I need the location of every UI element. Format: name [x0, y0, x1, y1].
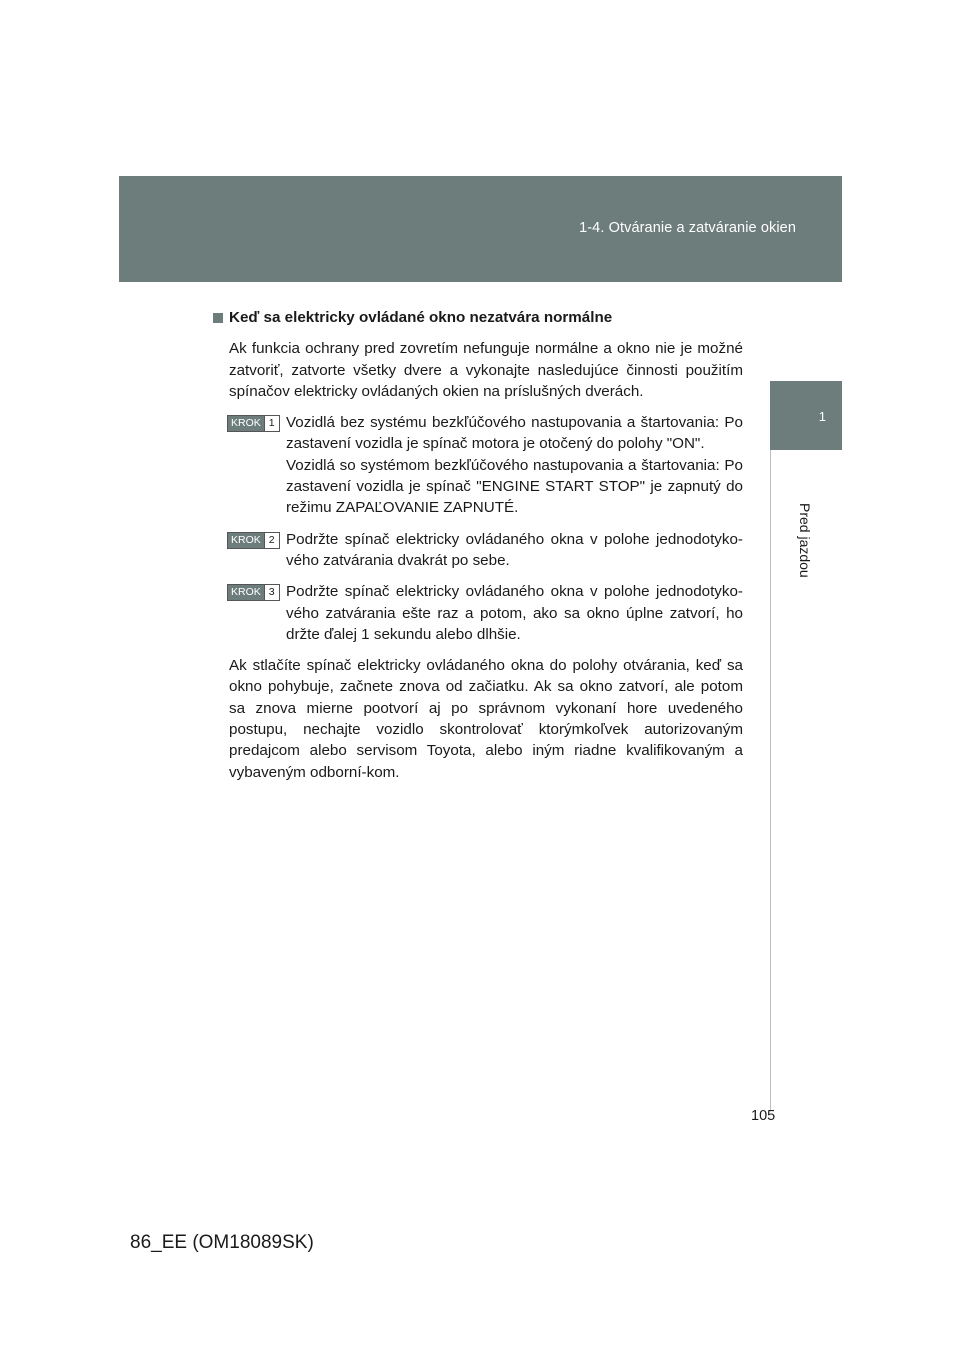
chapter-tab [770, 381, 842, 450]
step-keyword: KROK [228, 416, 264, 431]
header-band [119, 176, 842, 282]
step-number: 3 [264, 585, 279, 600]
closing-paragraph: Ak stlačíte spínač elektricky ovládaného okna do polohy otvárania, keď sa okno pohybuje, začnete znova od začiatku. Ak sa okno zatvorí, ale potom sa znova mierne pootvorí aj po správnom vykonaní hore uvedeného postupu, nechajte vozidlo skontrolovať ktorýmkoľvek autorizovaným predajcom alebo servisom Toyota, alebo iným riadne kvalifikovaným a vybaveným odborní-kom. [229, 657, 743, 781]
page-content [213, 307, 743, 793]
square-bullet-icon [213, 313, 223, 323]
step-badge [227, 584, 280, 601]
subheading [213, 307, 743, 328]
step-keyword: KROK [228, 585, 264, 600]
step-text: Podržte spínač elektricky ovládaného okna v polohe jednodotyko-vého zatvárania ešte raz a potom, ako sa okno úplne zatvorí, ho držte ďalej 1 sekundu alebo dlhšie. [286, 583, 743, 643]
page-number: 105 [751, 1108, 776, 1124]
chapter-label-wrap [795, 503, 815, 603]
chapter-label: Pred jazdou [797, 503, 813, 578]
section-title: 1-4. Otváranie a zatváranie okien [579, 220, 796, 236]
step-text: Vozidlá bez systému bezkľúčového nastupovania a štartovania: Po zastavení vozidla je spínač motora je otočený do polohy "ON". [286, 414, 743, 453]
footer-code: 86_EE (OM18089SK) [130, 1232, 314, 1253]
step-1 [231, 412, 743, 518]
step-3 [231, 581, 743, 645]
step-text: Podržte spínač elektricky ovládaného okna v polohe jednodotyko-vého zatvárania dvakrát po sebe. [286, 530, 743, 569]
chapter-number: 1 [818, 409, 826, 424]
step-2 [231, 529, 743, 572]
side-divider [770, 450, 771, 1110]
step-number: 1 [264, 416, 279, 431]
step-number: 2 [264, 533, 279, 548]
subheading-text: Keď sa elektricky ovládané okno nezatvára normálne [229, 309, 613, 326]
step-keyword: KROK [228, 533, 264, 548]
step-badge [227, 532, 280, 549]
intro-paragraph: Ak funkcia ochrany pred zovretím nefunguje normálne a okno nie je možné zatvoriť, zatvorte všetky dvere a vykonajte nasledujúce činnosti použitím spínačov elektricky ovládaných okien na príslušných dverách. [229, 340, 743, 400]
step-text: Vozidlá so systémom bezkľúčového nastupovania a štartovania: Po zastavení vozidla je spínač "ENGINE START STOP" je zapnutý do režimu ZAPAĽOVANIE ZAPNUTÉ. [286, 456, 743, 517]
step-badge [227, 415, 280, 432]
